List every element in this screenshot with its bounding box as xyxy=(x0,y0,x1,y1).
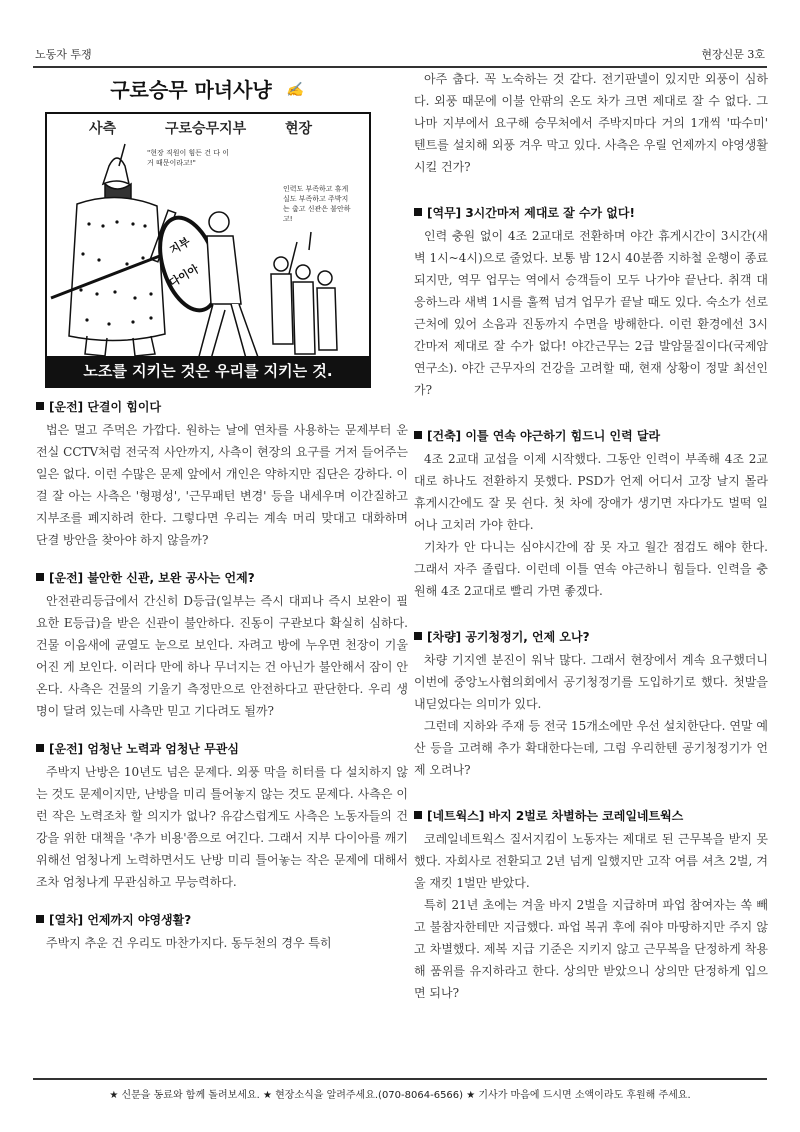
left-column xyxy=(36,68,408,972)
left-articles xyxy=(36,398,408,954)
article-body: 기차가 안 다니는 심야시간에 잠 못 자고 월간 점검도 해야 한다. 그래서 자주 졸립다. 이런데 이틀 연속 야근하니 힘들다. 인력을 충원해 4조 2교대로 빨리 가면 좋겠다. xyxy=(414,540,768,598)
article-body: 아주 춥다. 꼭 노숙하는 것 같다. 전기판넬이 있지만 외풍이 심하다. 외풍 때문에 이불 안팎의 온도 차가 크면 제대로 잘 수 없다. 그나마 지부에서 요구해 승무처에서 주박지마다 거의 1개씩 '따수미' 텐트를 설치해 외풍 겨우 막고 있다. 사측은 우릴 언제까지 야영생활 시킬 건가? xyxy=(414,72,768,174)
article-body: 4조 2교대 교섭을 이제 시작했다. 그동안 인력이 부족해 4조 2교대로 하나도 전환하지 못했다. PSD가 언제 어디서 고장 날지 몰라 휴게시간에도 잘 못 쉰다. 첫 차에 장애가 생기면 자다가도 벌떡 일어나 고치러 가야 한다. xyxy=(414,452,768,532)
article-body: 특히 21년 초에는 겨울 바지 2벌을 지급하며 파업 참여자는 쏙 빼고 불참자한테만 지급했다. 파업 복귀 후에 줘야 마땅하지만 주지 않고 차별했다. 제복 지급 기준은 지키지 않고 근무복을 단정하게 착용해 품위를 유지하라고 한다. 상의만 받았으니 상의만 단정하게 입으면 되나? xyxy=(414,898,768,1000)
article-networks-uniform xyxy=(414,807,768,1004)
publication-name: 노동자 투쟁 xyxy=(35,48,92,61)
article-driving-solidarity xyxy=(36,398,408,551)
article-title: [운전] 단결이 힘이다 xyxy=(36,398,408,415)
workers-speech-bubble: 인력도 부족하고 휴게실도 부족하고 주박지는 춥고 신관은 불안하고! xyxy=(283,185,351,223)
right-column xyxy=(414,68,768,1022)
article-body: 그런데 지하와 주재 등 전국 15개소에만 우선 설치한단다. 연말 예산 등을 고려해 추가 확대한다는데, 그럼 우리한텐 공기청정기가 언제 오려나? xyxy=(414,719,768,777)
article-train-camping-continued xyxy=(414,68,768,178)
article-body: 인력 충원 없이 4조 2교대로 전환하며 야간 휴게시간이 3시간(새벽 1시~4시)으로 줄었다. 보통 밤 12시 40분쯤 지하철 운행이 종료되지만, 역무 업무는 역에서 승객들이 모두 나가야 끝난다. 취객 대응하느라 새벽 1시를 훌쩍 넘겨 업무가 끝날 때도 있다. 숙소가 선로 근처에 있어 소음과 진동까지 수면을 방해한다. 이런 환경에선 3시간마저 제대로 잘 수가 없다! 야간근무는 2급 발암물질이다(국제암연구소). 야간 근무자의 건강을 고려할 때, 현재 상황이 정말 최선인가? xyxy=(414,229,768,397)
article-title: [네트웍스] 바지 2벌로 차별하는 코레일네트웍스 xyxy=(414,807,768,824)
article-body: 주박지 난방은 10년도 넘은 문제다. 외풍 막을 히터를 다 설치하지 않는 것도 문제이지만, 난방을 미리 틀어놓지 않는 것도 문제다. 사측은 이런 작은 노력조차 할 의지가 없나? 유감스럽게도 사측은 노동자들의 건강을 위한 대책을 '추가 비용'쯤으로 여긴다. 그래서 지부 다이아를 깨기 위해선 엄청나게 노력하면서도 난방 미리 틀어놓는 작은 문제에 대해서조차 엄청나게 무관심하고 무능력하다. xyxy=(36,765,408,889)
cartoon xyxy=(36,68,408,388)
article-title: [운전] 불안한 신관, 보완 공사는 언제? xyxy=(36,569,408,586)
square-bullet-icon xyxy=(414,431,422,439)
article-driving-heating xyxy=(36,740,408,893)
article-body: 코레일네트웍스 질서지킴이 노동자는 제대로 된 근무복을 받지 못했다. 자회사로 전환되고 2년 넘게 일했지만 고작 여름 셔츠 2벌, 겨울 재킷 1벌만 받았다. xyxy=(414,832,768,890)
article-station-sleep xyxy=(414,204,768,401)
square-bullet-icon xyxy=(36,744,44,752)
article-body: 안전관리등급에서 간신히 D등급(일부는 즉시 대피나 즉시 보완이 필요한 E등급)을 받은 신관이 불안하다. 진동이 구관보다 확실히 심하다. 건물 이음새에 균열도 눈으로 보인다. 자려고 방에 누우면 천장이 기울어진 게 보인다. 이러다 만에 하나 무너지는 건 아닌가 불안해서 잠이 안 온다. 사측은 건물의 기울기 측정만으로 안전하다고 판단한다. 우리 생명이 달려 있는데 사측만 믿고 기다려도 될까? xyxy=(36,594,408,718)
article-body: 주박지 추운 건 우리도 마찬가지다. 동두천의 경우 특히 xyxy=(46,936,332,950)
artist-signature: ✍ xyxy=(286,82,304,98)
square-bullet-icon xyxy=(36,573,44,581)
page-footer: ★ 신문을 동료와 함께 돌려보세요. ★ 현장소식을 알려주세요.(070-8064-6566) ★ 기사가 마음에 드시면 소액이라도 후원해 주세요. xyxy=(33,1078,767,1101)
issue-number: 현장신문 3호 xyxy=(701,48,765,61)
management-speech-bubble: "현장 직원이 힘든 건 다 이거 때문이라고!" xyxy=(147,149,229,167)
article-driving-new-building xyxy=(36,569,408,722)
article-title: [역무] 3시간마저 제대로 잘 수가 없다! xyxy=(414,204,768,221)
svg-text:지부: 지부 xyxy=(167,234,193,257)
article-title: [열차] 언제까지 야영생활? xyxy=(36,911,408,928)
page-header xyxy=(33,40,767,68)
svg-text:다이아: 다이아 xyxy=(166,262,201,290)
cartoon-caption: 노조를 지키는 것은 우리를 지키는 것. xyxy=(47,356,369,386)
square-bullet-icon xyxy=(414,811,422,819)
label-union-branch: 구로승무지부 xyxy=(165,121,247,137)
square-bullet-icon xyxy=(36,915,44,923)
article-vehicle-air-purifier xyxy=(414,628,768,781)
article-body: 법은 멀고 주먹은 가깝다. 원하는 날에 연차를 사용하는 문제부터 운전실 CCTV처럼 전국적 사안까지, 사측이 현장의 요구를 거저 들어주는 일은 없다. 이런 수많은 문제 앞에서 개인은 약하지만 집단은 강하다. 이걸 잘 아는 사측은 '형평성', '근무패턴 변경' 등을 내세우며 이간질하고 지부조를 폐지하려 한다. 그렇다면 우리는 계속 머리 맞대고 대화하며 단결 방안을 찾아야 하지 않을까? xyxy=(36,423,408,547)
article-title: [차량] 공기청정기, 언제 오나? xyxy=(414,628,768,645)
square-bullet-icon xyxy=(36,402,44,410)
article-body: 차량 기지엔 분진이 워낙 많다. 그래서 현장에서 계속 요구했더니 이번에 중앙노사협의회에서 공기청정기를 도입하기로 했다. 첫발을 내딛었다는 의미가 있다. xyxy=(414,653,768,711)
label-management: 사측 xyxy=(89,121,117,137)
article-title: [운전] 엄청난 노력과 엄청난 무관심 xyxy=(36,740,408,757)
square-bullet-icon xyxy=(414,632,422,640)
label-workers: 현장 xyxy=(285,121,313,137)
square-bullet-icon xyxy=(414,208,422,216)
article-train-camping xyxy=(36,911,408,954)
article-construction-staffing xyxy=(414,427,768,602)
cartoon-illustration xyxy=(47,114,369,386)
cartoon-title: 구로승무 마녀사냥 xyxy=(110,78,272,102)
article-title: [건축] 이틀 연속 야근하기 힘드니 인력 달라 xyxy=(414,427,768,444)
cartoon-frame xyxy=(45,112,371,388)
